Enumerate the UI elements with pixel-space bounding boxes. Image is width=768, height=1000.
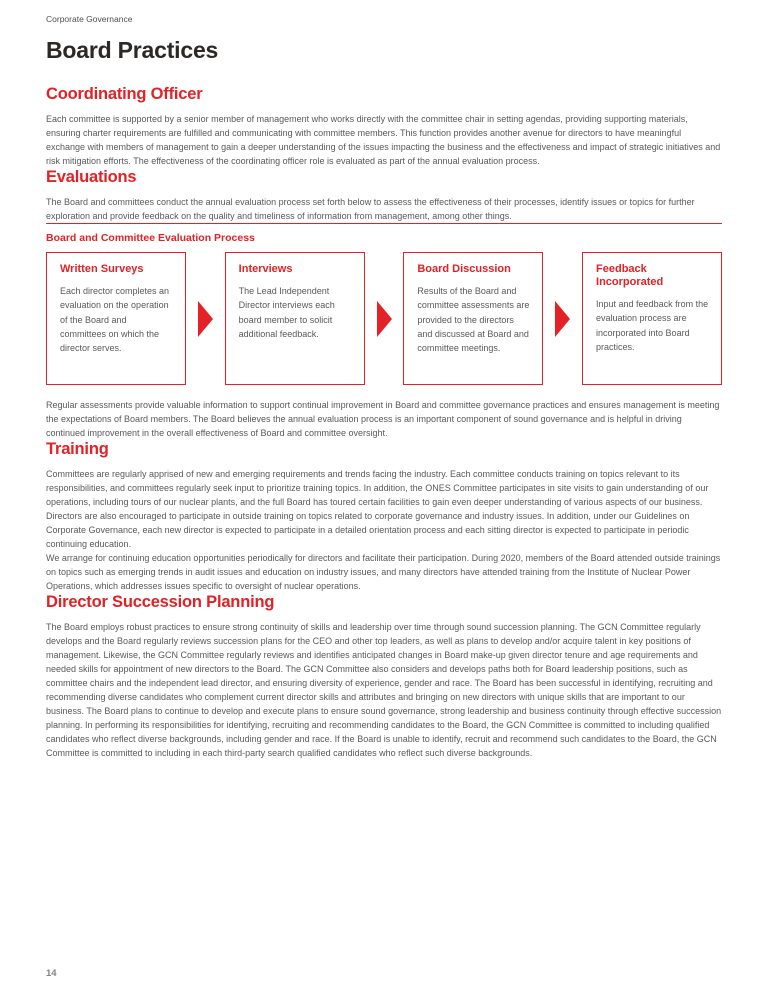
arrow-right-icon (377, 301, 392, 337)
paragraph-coordinating-officer: Each committee is supported by a senior member of management who works directly with the committee chair in setting agendas, providing supporting materials, ensuring charter requirements are fulfilled and communicating with committee members. This function provides another avenue for directors to have meaningful exchange with members of management to gain a deeper understanding of the issues impacting the business and the effectiveness and impact of strategic initiatives and risk mitigation efforts. The effectiveness of the coordinating officer role is evaluated as part of the annual evaluation process. (46, 114, 721, 166)
breadcrumb: Corporate Governance (46, 14, 133, 24)
paragraph-training-2: We arrange for continuing education opportunities periodically for directors and facilitate their participation. During 2020, members of the Board attended outside trainings on topics such as emerging trends in audit issues and education on industry issues, and many directors have attended training from the Institute of Nuclear Power Operations, which addresses issues specific to oversight of nuclear operations. (46, 553, 721, 591)
process-step-title: Interviews (238, 263, 293, 275)
arrow-right-icon (555, 301, 570, 337)
paragraph-regular-assessments: Regular assessments provide valuable information to support continual improvement in Board and committee governance practices and ensures management is meeting the expectations of Board members. The Board believes the annual evaluation process is an important component of sound governance and is helpful in driving continued improvement in the overall effectiveness of Board and committee oversight. (46, 400, 720, 438)
paragraph-evaluations: The Board and committees conduct the annual evaluation process set forth below to assess the effectiveness of their processes, identify issues or topics for further exploration and provide feedback on the quality and timeliness of information from management, among other things. (46, 197, 695, 221)
heading-evaluations: Evaluations (46, 168, 137, 186)
evaluation-process-diagram (46, 252, 722, 385)
process-step-written-surveys (46, 252, 186, 385)
paragraph-training-1: Committees are regularly apprised of new and emerging requirements and trends facing the industry. Each committee conducts training on topics relevant to its responsibilities, and committees regularly seek input to prioritize training topics. In addition, the ONES Committee participates in site visits to gain understanding of our operations, including tours of our nuclear plants, and the full Board has toured certain facilities to gain even deeper understanding of various aspects of our business. Directors are also encouraged to participate in outside training on topics related to corporate governance and industry issues. In addition, under our Guidelines on Corporate Governance, each new director is expected to participate in a detailed orientation process and each sitting director is expected to participate in periodic continuing education. (46, 469, 709, 549)
process-step-feedback-incorporated (582, 252, 722, 385)
arrow-cell (543, 252, 582, 385)
section-divider (46, 223, 722, 224)
paragraph-director-succession: The Board employs robust practices to ensure strong continuity of skills and leadership over time through sound succession planning. The GCN Committee regularly develops and the Board regularly reviews succession plans for the CEO and other top leaders, as well as plans to develop and/or acquire talent in key positions of management. Likewise, the GCN Committee regularly reviews and identifies anticipated changes in Board make-up given director tenure and age requirements and needed skills for appointment of new directors to the Board. The GCN Committee also considers and develops paths both for Board leadership positions, such as committee chairs and the independent lead director, and ensuring diversity of experience, gender and race. The Board has been successful in identifying, recruiting and recommending diverse candidates who complement current director skills and attributes and bringing on new directors with unique skills that are important to our business. The Board plans to continue to develop and execute plans to ensure sound governance, strong leadership and business continuity through effective succession planning. In performing its responsibilities for identifying, recruiting and recommending candidates to the Board, the GCN Committee is committed to including qualified candidates who reflect diverse backgrounds, including gender and race. If the Board is unable to identify, recruit and recommend such candidates to the Board, the GCN Committee is committed to including in each third-party search qualified candidates who reflect such diverse backgrounds. (46, 622, 722, 758)
process-step-board-discussion (403, 252, 543, 385)
process-step-description: Results of the Board and committee assessments are provided to the directors and discussed at Board and committee meetings. (417, 286, 530, 354)
diagram-title: Board and Committee Evaluation Process (46, 232, 255, 244)
process-step-title: Board Discussion (417, 263, 511, 275)
page-number: 14 (46, 968, 57, 979)
process-step-title: Feedback Incorporated (596, 263, 664, 288)
process-step-title: Written Surveys (60, 263, 144, 275)
heading-coordinating-officer: Coordinating Officer (46, 85, 203, 103)
heading-director-succession: Director Succession Planning (46, 593, 275, 611)
process-step-description: Input and feedback from the evaluation process are incorporated into Board practices. (596, 299, 709, 352)
page-title: Board Practices (46, 37, 219, 63)
arrow-cell (365, 252, 404, 385)
process-step-interviews (225, 252, 365, 385)
arrow-right-icon (198, 301, 213, 337)
arrow-cell (186, 252, 225, 385)
process-step-description: Each director completes an evaluation on the operation of the Board and committees on which the director serves. (60, 286, 170, 354)
process-step-description: The Lead Independent Director interviews each board member to solicit additional feedback. (238, 286, 335, 339)
heading-training: Training (46, 440, 109, 458)
